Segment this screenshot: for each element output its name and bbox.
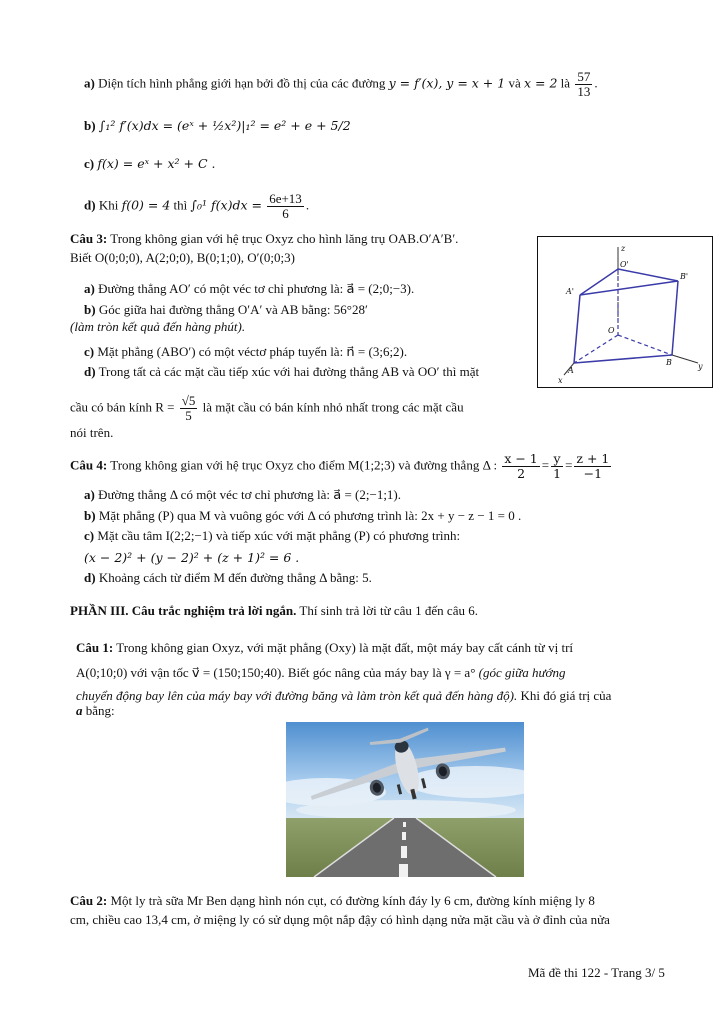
axis-label-x: x xyxy=(558,376,563,385)
q2-item-c: c) f(x) = eˣ + x² + C . xyxy=(84,156,216,171)
p3q1-line3: chuyển động bay lên của máy bay với đường băng và làm tròn kết quả đến hàng độ). Khi đó giá trị của xyxy=(76,688,612,703)
vertex-label-b: B xyxy=(666,358,672,367)
fraction: $\frac{57}{13}$ xyxy=(577,69,591,99)
q2-item-a: a) Diện tích hình phẳng giới hạn bởi đồ thị của các đường y = f′(x), y = x + 1 và x = 2 là $\frac{57}{13}$ . xyxy=(84,69,598,99)
p3q1-line2: A(0;10;0) với vận tốc v⃗ = (150;150;40). Biết góc nâng của máy bay là γ = a° (góc giữa hướng xyxy=(76,665,566,680)
part3-heading: PHẦN III. Câu trắc nghiệm trả lời ngắn. Thí sinh trả lời từ câu 1 đến câu 6. xyxy=(70,603,478,618)
q4-stem: Câu 4: Trong không gian với hệ trục Oxyz cho điểm M(1;2;3) và đường thẳng Δ : $\frac{x - 1}{2}$ = $\frac{y}{1}$ = $\frac{z + 1}{-1}$ xyxy=(70,451,610,481)
q4-item-a: a) Đường thẳng Δ có một véc tơ chỉ phương là: a⃗ = (2;−1;1). xyxy=(84,487,402,502)
airplane-takeoff-image xyxy=(286,722,524,877)
q3-item-c: c) Mặt phẳng (ABO′) có một véctơ pháp tuyến là: n⃗ = (3;6;2). xyxy=(84,344,408,359)
q3-item-a: a) Đường thẳng AO′ có một véc tơ chỉ phương là: a⃗ = (2;0;−3). xyxy=(84,281,415,296)
p3q2-line1: Câu 2: Một ly trà sữa Mr Ben dạng hình nón cụt, có đường kính đáy ly 6 cm, đường kính miệng ly 8 xyxy=(70,893,595,908)
fraction: $\frac{6e+13}{6}$ xyxy=(269,191,302,221)
vertex-label-b1: B' xyxy=(680,272,689,281)
q2-item-b: b) ∫₁² f′(x)dx = (eˣ + ½x²)|₁² = e² + e + 5/2 xyxy=(84,118,351,133)
q4-item-b: b) Mặt phẳng (P) qua M và vuông góc với Δ có phương trình là: 2x + y − z − 1 = 0 . xyxy=(84,508,522,523)
q3-item-d: d) Trong tất cả các mặt cầu tiếp xúc với hai đường thẳng AB và OO′ thì mặt xyxy=(84,364,480,379)
q2-item-d: d) Khi f(0) = 4 thì ∫₀¹ f(x)dx = $\frac{6e+13}{6}$ . xyxy=(84,191,310,221)
page-footer: Mã đề thi 122 - Trang 3/ 5 xyxy=(528,965,665,980)
q4-item-c: c) Mặt cầu tâm I(2;2;−1) và tiếp xúc với mặt phẳng (P) có phương trình: xyxy=(84,528,461,543)
q3-note: (làm tròn kết quả đến hàng phút). xyxy=(70,319,246,334)
q4-item-c-eq: (x − 2)² + (y − 2)² + (z + 1)² = 6 . xyxy=(84,550,300,565)
p3q1-line4: a bằng: xyxy=(76,703,115,718)
vertex-label-a1: A' xyxy=(566,287,574,296)
airplane-photo xyxy=(286,722,524,877)
vertex-label-a: A xyxy=(568,366,574,375)
vertex-label-o: O xyxy=(608,326,615,335)
axis-label-z: z xyxy=(621,244,626,253)
prism-diagram xyxy=(538,237,712,387)
prism-figure xyxy=(537,236,713,388)
q3-stem: Câu 3: Trong không gian với hệ trục Oxyz cho hình lăng trụ OAB.O′A′B′. xyxy=(70,231,459,246)
q3-item-d-cont: cầu có bán kính R = $\frac{√5}{5}$ là mặt cầu có bán kính nhỏ nhất trong các mặt cầu xyxy=(70,393,464,423)
fraction: $\frac{√5}{5}$ xyxy=(181,393,196,423)
q3-item-d-end: nói trên. xyxy=(70,425,114,440)
p3q2-line2: cm, chiều cao 13,4 cm, ở miệng ly có sử dụng một nắp đậy có hình dạng nửa mặt cầu và ở đỉnh của nửa xyxy=(70,912,610,927)
q3-item-b: b) Góc giữa hai đường thẳng O′A′ và AB bằng: 56°28′ xyxy=(84,302,368,317)
vertex-label-o1: O' xyxy=(620,260,629,269)
q3-given: Biết O(0;0;0), A(2;0;0), B(0;1;0), O′(0;0;3) xyxy=(70,250,295,265)
p3q1-line1: Câu 1: Trong không gian Oxyz, với mặt phẳng (Oxy) là mặt đất, một máy bay cất cánh từ vị trí xyxy=(76,640,574,655)
axis-label-y: y xyxy=(698,362,703,371)
q4-item-d: d) Khoảng cách từ điểm M đến đường thẳng Δ bằng: 5. xyxy=(84,570,372,585)
